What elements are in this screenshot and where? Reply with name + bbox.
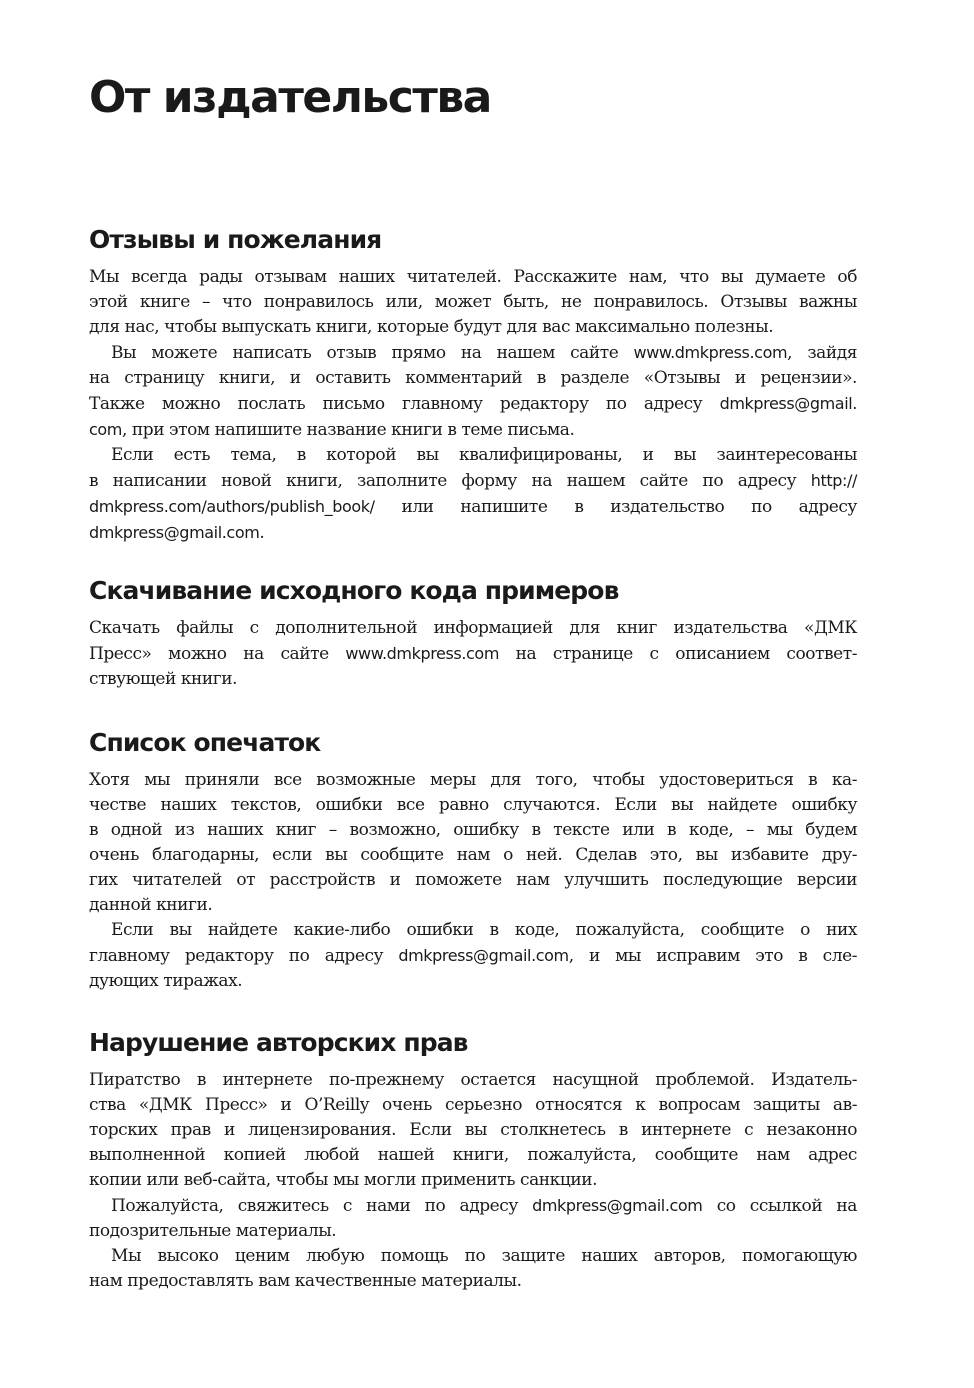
text-line: для нас, чтобы выпускать книги, которые будут для вас максимально полезны. xyxy=(89,317,774,337)
paragraph xyxy=(89,443,857,546)
section-copyright xyxy=(89,1024,857,1294)
text-segment: , зайдя xyxy=(787,343,857,363)
website-link[interactable]: dmkpress.com/authors/publish_book/ xyxy=(89,497,375,516)
text-line: Если есть тема, в которой вы квалифицированы, и вы заинтересованы xyxy=(111,445,857,465)
text-line: подозрительные материалы. xyxy=(89,1221,337,1241)
text-segment: со ссылкой на xyxy=(702,1196,857,1216)
text-line: Если вы найдете какие-либо ошибки в коде, пожалуйста, сообщите о них xyxy=(111,920,857,940)
email-link[interactable]: com xyxy=(89,420,122,439)
section-heading-errata: Список опечаток xyxy=(89,728,321,757)
text-segment: , и мы исправим это в сле- xyxy=(568,946,857,966)
email-link[interactable]: dmkpress@gmail.com xyxy=(532,1196,703,1215)
text-line: нам предоставлять вам качественные материалы. xyxy=(89,1271,522,1291)
paragraph xyxy=(89,265,857,340)
text-line: данной книги. xyxy=(89,895,213,915)
text-segment: в написании новой книги, заполните форму на нашем сайте по адресу xyxy=(89,471,811,491)
text-line xyxy=(89,1193,857,1219)
text-segment: Также можно послать письмо главному редактору по адресу xyxy=(89,394,720,414)
text-line xyxy=(89,417,857,443)
text-line: Скачать файлы с дополнительной информацией для книг издательства «ДМК xyxy=(89,618,857,638)
text-line: Пиратство в интернете по-прежнему остается насущной проблемой. Издатель- xyxy=(89,1070,857,1090)
text-line xyxy=(89,494,857,520)
website-link[interactable]: www.dmkpress.com xyxy=(345,644,499,663)
text-line: выполненной копией любой нашей книги, пожалуйста, сообщите нам адрес xyxy=(89,1145,857,1165)
text-line: ства «ДМК Пресс» и O’Reilly очень серьезно относятся к вопросам защиты ав- xyxy=(89,1095,857,1115)
text-line: торских прав и лицензирования. Если вы столкнетесь в интернете с незаконно xyxy=(89,1120,857,1140)
text-line: гих читателей от расстройств и поможете нам улучшить последующие версии xyxy=(89,870,857,890)
text-line: дующих тиражах. xyxy=(89,971,243,991)
section-downloads xyxy=(89,572,857,692)
paragraph xyxy=(89,918,857,994)
text-line: Мы высоко ценим любую помощь по защите наших авторов, помогающую xyxy=(111,1246,857,1266)
page-title: От издательства xyxy=(89,72,491,123)
text-line xyxy=(89,943,857,969)
text-line: очень благодарны, если вы сообщите нам о ней. Сделав это, вы избавите дру- xyxy=(89,845,857,865)
paragraph xyxy=(89,1244,857,1294)
text-line: Хотя мы приняли все возможные меры для того, чтобы удостовериться в ка- xyxy=(89,770,857,790)
text-line: на страницу книги, и оставить комментарий в разделе «Отзывы и рецензии». xyxy=(89,368,857,388)
website-link[interactable]: http:// xyxy=(810,471,857,490)
section-heading-feedback: Отзывы и пожелания xyxy=(89,225,382,254)
text-line xyxy=(89,391,857,417)
text-line xyxy=(89,340,857,366)
email-link[interactable]: dmkpress@gmail.com xyxy=(89,523,260,542)
text-segment: Пресс» можно на сайте xyxy=(89,644,346,664)
text-segment: Пожалуйста, свяжитесь с нами по адресу xyxy=(111,1196,533,1216)
text-segment: , при этом напишите название книги в теме письма. xyxy=(121,420,575,440)
paragraph xyxy=(89,1193,857,1244)
text-line xyxy=(89,520,857,546)
text-segment: главному редактору по адресу xyxy=(89,946,399,966)
text-line xyxy=(89,641,857,667)
section-heading-downloads: Скачивание исходного кода примеров xyxy=(89,576,619,605)
text-line: этой книге – что понравилось или, может быть, не понравилось. Отзывы важны xyxy=(89,292,857,312)
text-line: копии или веб-сайта, чтобы мы могли применить санкции. xyxy=(89,1170,598,1190)
section-errata xyxy=(89,724,857,994)
text-line: в одной из наших книг – возможно, ошибку в тексте или в коде, – мы будем xyxy=(89,820,857,840)
paragraph xyxy=(89,1068,857,1193)
paragraph xyxy=(89,616,857,692)
text-segment: . xyxy=(259,523,265,543)
paragraph xyxy=(89,340,857,443)
section-feedback xyxy=(89,221,857,546)
text-segment: Вы можете написать отзыв прямо на нашем сайте xyxy=(111,343,634,363)
text-line: ствующей книги. xyxy=(89,669,238,689)
section-heading-copyright: Нарушение авторских прав xyxy=(89,1028,468,1057)
text-line: Мы всегда рады отзывам наших читателей. Расскажите нам, что вы думаете об xyxy=(89,267,857,287)
website-link[interactable]: www.dmkpress.com xyxy=(633,343,788,362)
text-line xyxy=(89,468,857,494)
email-link[interactable]: dmkpress@gmail.com xyxy=(398,946,569,965)
text-segment: на странице с описанием соответ- xyxy=(499,644,857,664)
paragraph xyxy=(89,768,857,918)
email-link[interactable]: dmkpress@gmail. xyxy=(719,394,857,413)
text-line: честве наших текстов, ошибки все равно случаются. Если вы найдете ошибку xyxy=(89,795,857,815)
text-segment: или напишите в издательство по адресу xyxy=(374,497,857,517)
